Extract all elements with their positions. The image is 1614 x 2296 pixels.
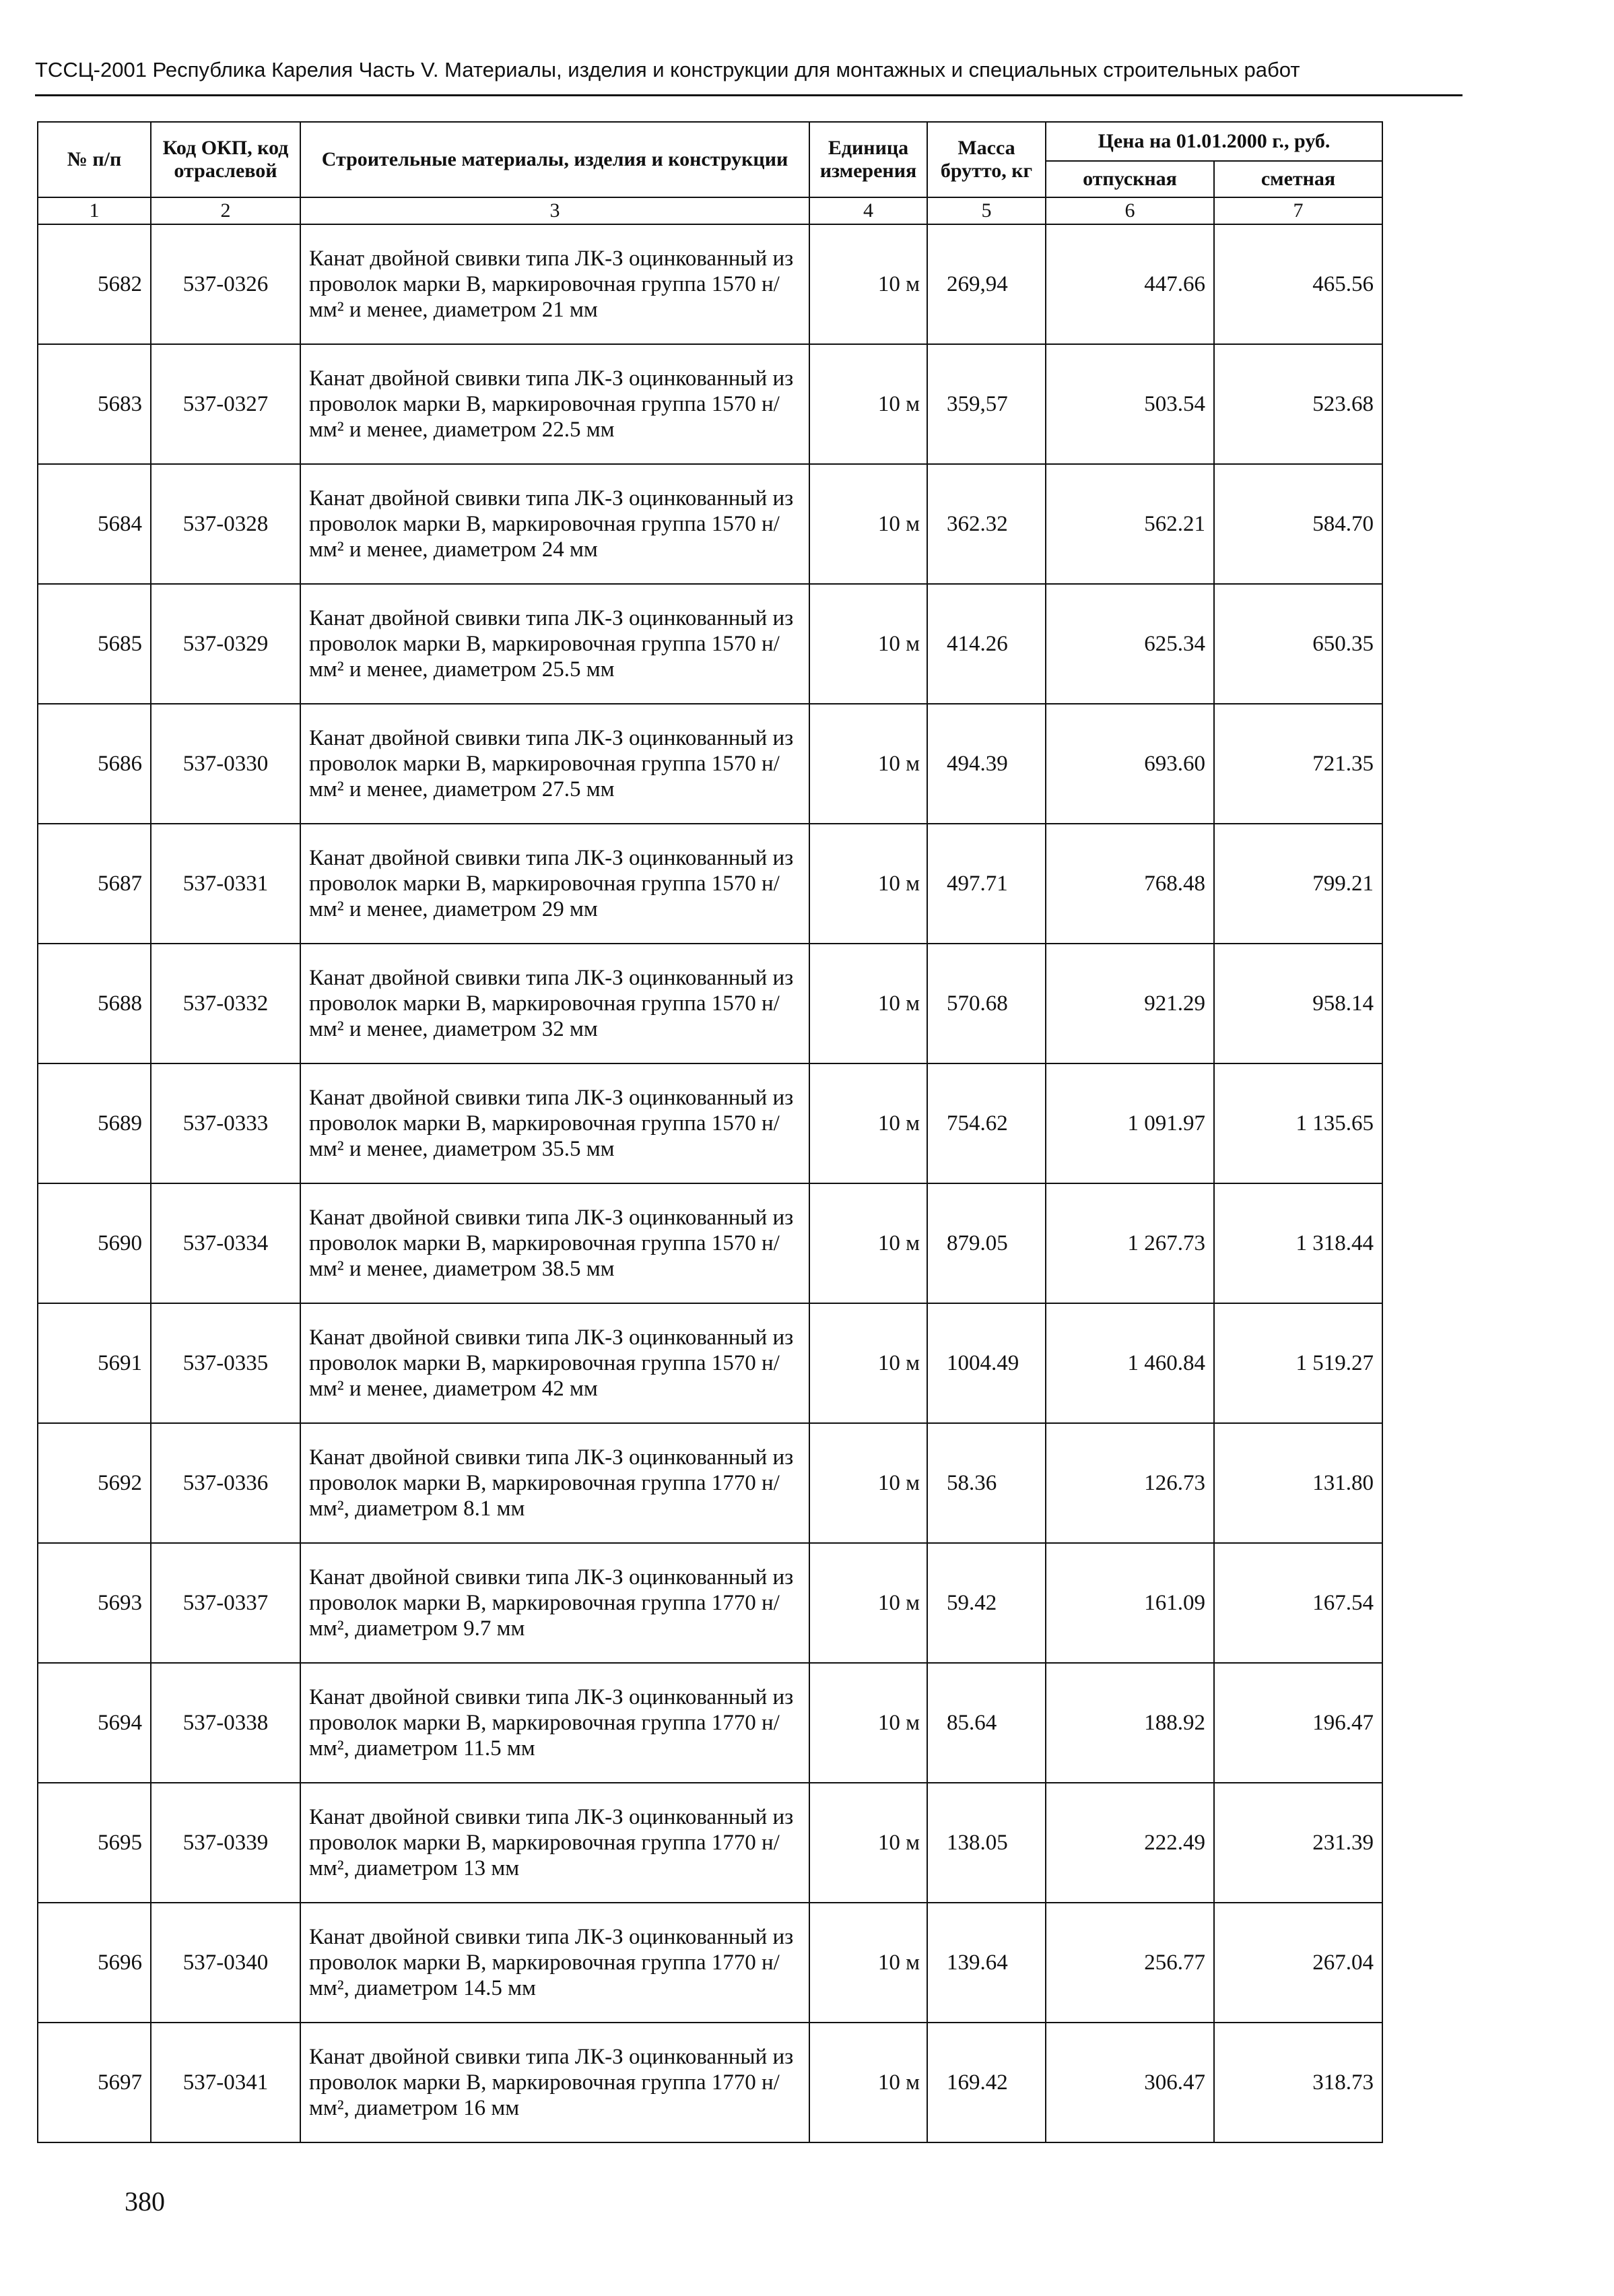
row-code: 537-0335	[151, 1303, 300, 1423]
row-price-release: 1 091.97	[1046, 1063, 1214, 1183]
row-description: Канат двойной свивки типа ЛК-З оцинкованный из проволок марки В, маркировочная группа 1570 н/мм² и менее, диаметром 29 мм	[300, 824, 809, 944]
table-row	[38, 2023, 1382, 2142]
row-code: 537-0333	[151, 1063, 300, 1183]
table-row	[38, 464, 1382, 584]
row-price-release: 188.92	[1046, 1663, 1214, 1783]
header-num: № п/п	[38, 122, 151, 197]
table-row	[38, 824, 1382, 944]
row-price-estimate: 721.35	[1214, 704, 1382, 824]
row-description: Канат двойной свивки типа ЛК-З оцинкованный из проволок марки В, маркировочная группа 1570 н/мм² и менее, диаметром 42 мм	[300, 1303, 809, 1423]
row-price-release: 562.21	[1046, 464, 1214, 584]
row-mass: 1004.49	[927, 1303, 1046, 1423]
row-unit: 10 м	[809, 1663, 927, 1783]
row-number: 5693	[38, 1543, 151, 1663]
table-row	[38, 344, 1382, 464]
table-row	[38, 1903, 1382, 2023]
row-description: Канат двойной свивки типа ЛК-З оцинкованный из проволок марки В, маркировочная группа 1770 н/мм², диаметром 11.5 мм	[300, 1663, 809, 1783]
row-description: Канат двойной свивки типа ЛК-З оцинкованный из проволок марки В, маркировочная группа 1570 н/мм² и менее, диаметром 35.5 мм	[300, 1063, 809, 1183]
row-price-release: 1 267.73	[1046, 1183, 1214, 1303]
row-price-estimate: 584.70	[1214, 464, 1382, 584]
row-number: 5685	[38, 584, 151, 704]
row-mass: 494.39	[927, 704, 1046, 824]
row-price-estimate: 131.80	[1214, 1423, 1382, 1543]
row-mass: 139.64	[927, 1903, 1046, 2023]
row-price-release: 503.54	[1046, 344, 1214, 464]
row-number: 5696	[38, 1903, 151, 2023]
row-price-release: 921.29	[1046, 944, 1214, 1063]
row-unit: 10 м	[809, 1423, 927, 1543]
column-number: 2	[151, 197, 300, 224]
row-mass: 269,94	[927, 224, 1046, 344]
row-price-estimate: 799.21	[1214, 824, 1382, 944]
row-description: Канат двойной свивки типа ЛК-З оцинкованный из проволок марки В, маркировочная группа 1770 н/мм², диаметром 14.5 мм	[300, 1903, 809, 2023]
column-number: 1	[38, 197, 151, 224]
row-description: Канат двойной свивки типа ЛК-З оцинкованный из проволок марки В, маркировочная группа 1770 н/мм², диаметром 16 мм	[300, 2023, 809, 2142]
row-unit: 10 м	[809, 1903, 927, 2023]
row-price-release: 1 460.84	[1046, 1303, 1214, 1423]
row-unit: 10 м	[809, 1303, 927, 1423]
row-number: 5690	[38, 1183, 151, 1303]
row-code: 537-0338	[151, 1663, 300, 1783]
table-row	[38, 1783, 1382, 1903]
row-number: 5686	[38, 704, 151, 824]
row-mass: 414.26	[927, 584, 1046, 704]
row-mass: 570.68	[927, 944, 1046, 1063]
row-unit: 10 м	[809, 464, 927, 584]
row-price-release: 306.47	[1046, 2023, 1214, 2142]
row-price-estimate: 167.54	[1214, 1543, 1382, 1663]
row-unit: 10 м	[809, 344, 927, 464]
row-mass: 879.05	[927, 1183, 1046, 1303]
header-rule	[35, 94, 1462, 96]
column-numbers-row	[38, 197, 1382, 224]
row-price-estimate: 318.73	[1214, 2023, 1382, 2142]
row-number: 5689	[38, 1063, 151, 1183]
row-code: 537-0326	[151, 224, 300, 344]
column-number: 4	[809, 197, 927, 224]
row-price-estimate: 267.04	[1214, 1903, 1382, 2023]
header-code: Код ОКП, код отраслевой	[151, 122, 300, 197]
column-number: 7	[1214, 197, 1382, 224]
column-number: 3	[300, 197, 809, 224]
row-code: 537-0328	[151, 464, 300, 584]
row-price-estimate: 1 318.44	[1214, 1183, 1382, 1303]
row-price-estimate: 465.56	[1214, 224, 1382, 344]
row-mass: 754.62	[927, 1063, 1046, 1183]
row-number: 5682	[38, 224, 151, 344]
row-price-release: 447.66	[1046, 224, 1214, 344]
table-row	[38, 584, 1382, 704]
row-number: 5687	[38, 824, 151, 944]
row-price-estimate: 231.39	[1214, 1783, 1382, 1903]
row-description: Канат двойной свивки типа ЛК-З оцинкованный из проволок марки В, маркировочная группа 1570 н/мм² и менее, диаметром 21 мм	[300, 224, 809, 344]
row-unit: 10 м	[809, 944, 927, 1063]
row-code: 537-0331	[151, 824, 300, 944]
row-description: Канат двойной свивки типа ЛК-З оцинкованный из проволок марки В, маркировочная группа 1570 н/мм² и менее, диаметром 27.5 мм	[300, 704, 809, 824]
header-price-group: Цена на 01.01.2000 г., руб.	[1046, 122, 1382, 161]
header-price-release: отпускная	[1046, 161, 1214, 197]
row-price-release: 161.09	[1046, 1543, 1214, 1663]
row-description: Канат двойной свивки типа ЛК-З оцинкованный из проволок марки В, маркировочная группа 1570 н/мм² и менее, диаметром 22.5 мм	[300, 344, 809, 464]
table-row	[38, 1183, 1382, 1303]
row-code: 537-0337	[151, 1543, 300, 1663]
row-code: 537-0334	[151, 1183, 300, 1303]
row-price-estimate: 523.68	[1214, 344, 1382, 464]
row-number: 5697	[38, 2023, 151, 2142]
row-mass: 359,57	[927, 344, 1046, 464]
row-unit: 10 м	[809, 2023, 927, 2142]
row-description: Канат двойной свивки типа ЛК-З оцинкованный из проволок марки В, маркировочная группа 1570 н/мм² и менее, диаметром 25.5 мм	[300, 584, 809, 704]
row-number: 5683	[38, 344, 151, 464]
row-unit: 10 м	[809, 1783, 927, 1903]
row-description: Канат двойной свивки типа ЛК-З оцинкованный из проволок марки В, маркировочная группа 1770 н/мм², диаметром 9.7 мм	[300, 1543, 809, 1663]
row-unit: 10 м	[809, 1183, 927, 1303]
row-price-estimate: 650.35	[1214, 584, 1382, 704]
row-price-release: 256.77	[1046, 1903, 1214, 2023]
row-code: 537-0336	[151, 1423, 300, 1543]
row-mass: 138.05	[927, 1783, 1046, 1903]
row-mass: 59.42	[927, 1543, 1046, 1663]
header-name: Строительные материалы, изделия и конструкции	[300, 122, 809, 197]
row-code: 537-0330	[151, 704, 300, 824]
row-price-estimate: 1 135.65	[1214, 1063, 1382, 1183]
header-unit: Единица измерения	[809, 122, 927, 197]
row-unit: 10 м	[809, 584, 927, 704]
row-description: Канат двойной свивки типа ЛК-З оцинкованный из проволок марки В, маркировочная группа 1570 н/мм² и менее, диаметром 32 мм	[300, 944, 809, 1063]
row-mass: 362.32	[927, 464, 1046, 584]
row-price-release: 768.48	[1046, 824, 1214, 944]
row-number: 5691	[38, 1303, 151, 1423]
table-row	[38, 944, 1382, 1063]
row-mass: 169.42	[927, 2023, 1046, 2142]
row-number: 5695	[38, 1783, 151, 1903]
row-price-release: 693.60	[1046, 704, 1214, 824]
table-row	[38, 1663, 1382, 1783]
header-row	[38, 122, 1382, 161]
row-number: 5694	[38, 1663, 151, 1783]
row-price-estimate: 196.47	[1214, 1663, 1382, 1783]
row-code: 537-0341	[151, 2023, 300, 2142]
row-description: Канат двойной свивки типа ЛК-З оцинкованный из проволок марки В, маркировочная группа 1770 н/мм², диаметром 8.1 мм	[300, 1423, 809, 1543]
table-row	[38, 704, 1382, 824]
table-row	[38, 1423, 1382, 1543]
header-mass: Масса брутто, кг	[927, 122, 1046, 197]
column-number: 6	[1046, 197, 1214, 224]
page-header: ТССЦ-2001 Республика Карелия Часть V. Материалы, изделия и конструкции для монтажных и специальных строительных работ	[35, 58, 1300, 81]
column-number: 5	[927, 197, 1046, 224]
row-code: 537-0329	[151, 584, 300, 704]
price-table	[37, 121, 1383, 2143]
row-price-release: 126.73	[1046, 1423, 1214, 1543]
row-mass: 85.64	[927, 1663, 1046, 1783]
row-description: Канат двойной свивки типа ЛК-З оцинкованный из проволок марки В, маркировочная группа 1770 н/мм², диаметром 13 мм	[300, 1783, 809, 1903]
row-description: Канат двойной свивки типа ЛК-З оцинкованный из проволок марки В, маркировочная группа 1570 н/мм² и менее, диаметром 24 мм	[300, 464, 809, 584]
row-code: 537-0332	[151, 944, 300, 1063]
row-code: 537-0339	[151, 1783, 300, 1903]
row-price-estimate: 1 519.27	[1214, 1303, 1382, 1423]
row-description: Канат двойной свивки типа ЛК-З оцинкованный из проволок марки В, маркировочная группа 1570 н/мм² и менее, диаметром 38.5 мм	[300, 1183, 809, 1303]
row-price-estimate: 958.14	[1214, 944, 1382, 1063]
row-unit: 10 м	[809, 1063, 927, 1183]
row-price-release: 222.49	[1046, 1783, 1214, 1903]
row-mass: 497.71	[927, 824, 1046, 944]
header-price-estimate: сметная	[1214, 161, 1382, 197]
row-number: 5692	[38, 1423, 151, 1543]
row-mass: 58.36	[927, 1423, 1046, 1543]
row-code: 537-0340	[151, 1903, 300, 2023]
row-number: 5688	[38, 944, 151, 1063]
table-row	[38, 1543, 1382, 1663]
row-number: 5684	[38, 464, 151, 584]
page-number: 380	[125, 2186, 165, 2217]
row-price-release: 625.34	[1046, 584, 1214, 704]
row-unit: 10 м	[809, 224, 927, 344]
table-row	[38, 1303, 1382, 1423]
row-code: 537-0327	[151, 344, 300, 464]
row-unit: 10 м	[809, 1543, 927, 1663]
row-unit: 10 м	[809, 704, 927, 824]
table-row	[38, 1063, 1382, 1183]
row-unit: 10 м	[809, 824, 927, 944]
table-row	[38, 224, 1382, 344]
